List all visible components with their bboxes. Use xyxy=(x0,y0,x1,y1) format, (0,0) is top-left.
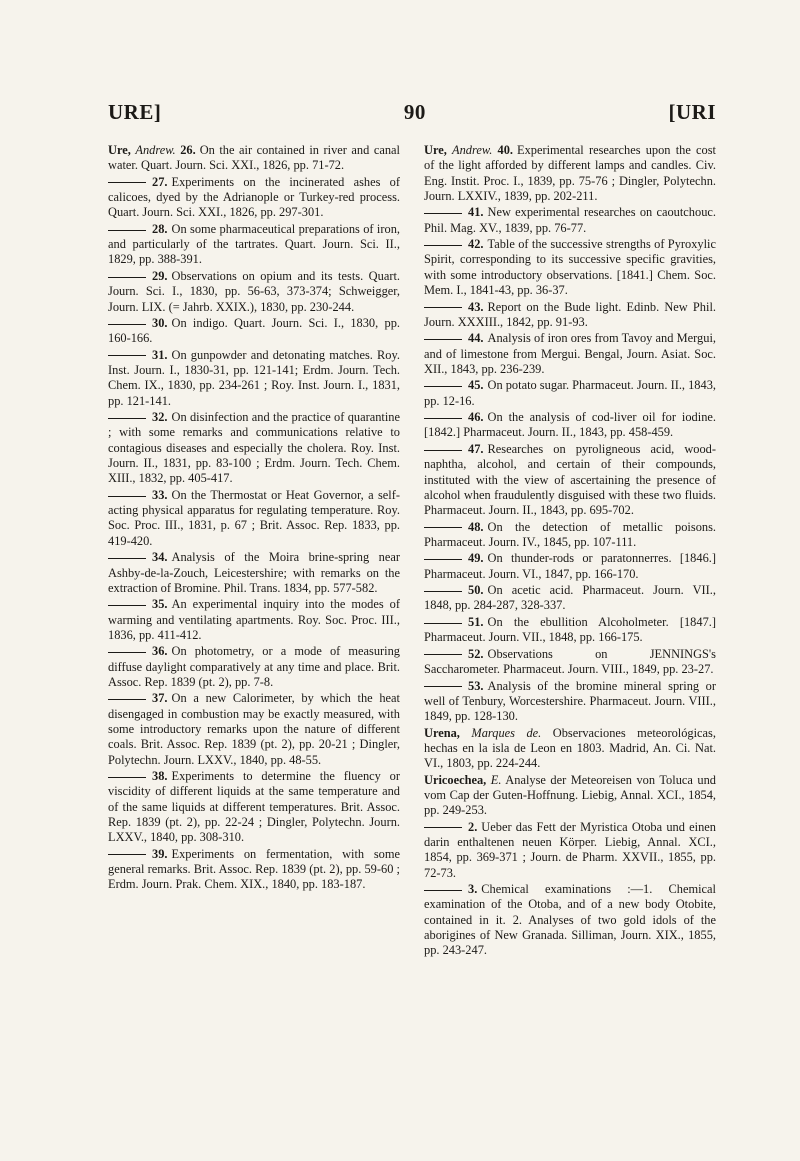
entry-text: On disinfection and the practice of quarantine ; with some remarks and communications relative to contagious diseases and especially the cholera. Roy. Inst. Journ. II., 1831, pp. 83-100 ; Erdm. Journ. Tech. Chem. XIII., 1832, pp. 405-417. xyxy=(108,410,400,486)
entry-number: 28. xyxy=(152,221,168,236)
entry-text: On the air contained in river and canal water. Quart. Journ. Sci. XXI., 1826, pp. 71-72. xyxy=(108,143,400,173)
entry-text: Observations on opium and its tests. Quart. Journ. Sci. I., 1830, pp. 56-63, 373-374; Schweigger, Journ. LIX. (= Jahrb. XXIX.), 1830, pp. 230-244. xyxy=(108,268,400,314)
ditto-dash xyxy=(108,854,146,855)
entry-number: 50. xyxy=(468,583,484,598)
ditto-dash xyxy=(424,527,462,528)
entry-number: 46. xyxy=(468,410,484,425)
bibliography-entry xyxy=(108,644,400,690)
ditto-dash xyxy=(108,418,146,419)
bibliography-entry xyxy=(108,316,400,347)
bibliography-entry xyxy=(424,726,716,772)
ditto-dash xyxy=(108,777,146,778)
entry-text: On the Thermostat or Heat Governor, a self-acting physical apparatus for regulating temperature. Roy. Soc. Proc. III., 1831, p. 67 ; Brit. Assoc. Rep. 1833, pp. 419-420. xyxy=(108,487,400,548)
page-number: 90 xyxy=(403,100,426,124)
ditto-dash xyxy=(424,245,462,246)
bibliography-entry xyxy=(424,237,716,298)
entry-author-given-name: Marques de. xyxy=(471,725,542,740)
ditto-dash xyxy=(424,213,462,214)
ditto-dash xyxy=(424,686,462,687)
ditto-dash xyxy=(108,230,146,231)
ditto-dash xyxy=(108,699,146,700)
entry-text: On thunder-rods or paratonnerres. [1846.] Pharmaceut. Journ. VI., 1847, pp. 166-170. xyxy=(424,551,716,581)
entry-number: 43. xyxy=(468,299,484,314)
ditto-dash xyxy=(108,652,146,653)
bibliography-entry xyxy=(108,222,400,268)
entry-text: On some pharmaceutical preparations of iron, and particularly of the tartrates. Quart. Journ. Sci. II., 1829, pp. 388-391. xyxy=(108,221,400,267)
ditto-dash xyxy=(424,890,462,891)
ditto-dash xyxy=(424,654,462,655)
entry-number: 3. xyxy=(468,882,478,897)
entry-number: 45. xyxy=(468,378,484,393)
ditto-dash xyxy=(424,418,462,419)
entry-text: Researches on pyroligneous acid, wood-naphtha, alcohol, and certain of their compounds, instituted with the view of ascertaining the presence of alcohol when fraudulently disguised with these two fluids. Pharmaceut. Journ. II., 1843, pp. 695-702. xyxy=(424,441,716,518)
entry-text: Analysis of the bromine mineral spring or well of Tenbury, Worcestershire. Pharmaceut. Journ. VIII., 1849, pp. 128-130. xyxy=(424,678,716,724)
bibliography-entry xyxy=(424,300,716,331)
ditto-dash xyxy=(108,496,146,497)
bibliography-entry xyxy=(424,410,716,441)
bibliography-entry xyxy=(424,331,716,377)
ditto-dash xyxy=(424,339,462,340)
entry-text: On indigo. Quart. Journ. Sci. I., 1830, pp. 160-166. xyxy=(108,316,400,346)
entry-text: Analysis of the Moira brine-spring near Ashby-de-la-Zouch, Leicestershire; with remarks on the extraction of Bromine. Phil. Trans. 1834, pp. 577-582. xyxy=(108,550,400,595)
entry-number: 52. xyxy=(468,646,484,661)
ditto-dash xyxy=(108,558,146,559)
bibliography-entry xyxy=(108,143,400,174)
entry-number: 53. xyxy=(468,678,484,693)
entry-number: 31. xyxy=(152,347,168,362)
entry-text: On acetic acid. Pharmaceut. Journ. VII., 1848, pp. 284-287, 328-337. xyxy=(424,583,716,613)
ditto-dash xyxy=(424,450,462,451)
right-column xyxy=(424,143,716,960)
entry-text: Experiments on the incinerated ashes of calicoes, dyed by the Adrianople or Turkey-red process. Quart. Journ. Sci. XXI., 1826, pp. 297-301. xyxy=(108,174,400,220)
ditto-dash xyxy=(424,827,462,828)
bibliography-entry xyxy=(424,615,716,646)
entry-text: Chemical examinations :—1. Chemical examination of the Otoba, and of a new body Otobite, contained in it. 2. Analyses of two gold idols of the aborigines of New Granada. Silliman, Journ. XIX., 1855, pp. 243-247. xyxy=(424,882,716,958)
bibliography-entry xyxy=(108,550,400,596)
entry-number: 35. xyxy=(152,597,168,612)
entry-number: 26. xyxy=(180,143,196,157)
bibliography-entry xyxy=(108,410,400,486)
entry-number: 51. xyxy=(468,614,484,629)
bibliography-entry xyxy=(424,583,716,614)
entry-number: 37. xyxy=(152,691,168,706)
entry-author: Uricoechea, xyxy=(424,772,487,787)
bibliography-entry xyxy=(424,143,716,204)
entry-number: 38. xyxy=(152,769,168,784)
bibliography-entry xyxy=(108,597,400,643)
entry-text: An experimental inquiry into the modes of warming and ventilating apartments. Roy. Soc. Proc. III., 1836, pp. 411-412. xyxy=(108,597,400,642)
entry-text: Analysis of iron ores from Tavoy and Mergui, and of limestone from Mergui. Bengal, Journ. Asiat. Soc. XII., 1843, pp. 236-239. xyxy=(424,331,716,376)
ditto-dash xyxy=(424,591,462,592)
entry-text: New experimental researches on caoutchouc. Phil. Mag. XV., 1839, pp. 76-77. xyxy=(424,205,716,235)
entry-text: Ueber das Fett der Myristica Otoba und einen darin enthaltenen neuen Körper. Liebig, Annal. XCI., 1854, pp. 369-371 ; Journ. de Pharm. XXVII., 1855, pp. 72-73. xyxy=(424,819,716,880)
entry-author: Ure, xyxy=(424,143,447,157)
bibliography-entry xyxy=(424,820,716,881)
entry-text: Observations on JENNINGS's Saccharometer. Pharmaceut. Journ. VIII., 1849, pp. 23-27. xyxy=(424,646,716,677)
ditto-dash xyxy=(108,605,146,606)
entry-text: Analyse der Meteoreisen von Toluca und vom Cap der Guten-Hoffnung. Liebig, Annal. XCI., 1854, pp. 249-253. xyxy=(424,772,716,818)
entry-author-given-name: Andrew. xyxy=(135,143,176,157)
entry-number: 40. xyxy=(497,143,513,157)
bibliography-entry xyxy=(108,769,400,845)
ditto-dash xyxy=(108,355,146,356)
entry-number: 33. xyxy=(152,487,168,502)
ditto-dash xyxy=(108,277,146,278)
entry-number: 27. xyxy=(152,174,168,189)
page-header xyxy=(108,100,716,125)
bibliography-entry xyxy=(108,691,400,767)
entry-text: On the ebullition Alcoholmeter. [1847.] Pharmaceut. Journ. VII., 1848, pp. 166-175. xyxy=(424,614,716,645)
entry-text: Observaciones meteorológicas, hechas en la isla de Leon en 1803. Madrid, An. Ci. Nat. VI., 1803, pp. 224-244. xyxy=(424,725,716,771)
ditto-dash xyxy=(108,182,146,183)
ditto-dash xyxy=(424,307,462,308)
entry-number: 34. xyxy=(152,550,168,565)
entry-text: On the detection of metallic poisons. Pharmaceut. Journ. IV., 1845, pp. 107-111. xyxy=(424,519,716,549)
bibliography-entry xyxy=(424,647,716,678)
entry-text: Report on the Bude light. Edinb. New Phil. Journ. XXXIII., 1842, pp. 91-93. xyxy=(424,299,716,329)
bibliography-entry xyxy=(108,175,400,221)
entry-text: Experiments on fermentation, with some general remarks. Brit. Assoc. Rep. 1839 (pt. 2), pp. 59-60 ; Erdm. Journ. Prak. Chem. XIX., 1840, pp. 183-187. xyxy=(108,846,400,892)
entry-text: On potato sugar. Pharmaceut. Journ. II., 1843, pp. 12-16. xyxy=(424,378,716,408)
entry-number: 47. xyxy=(468,441,484,456)
entry-text: On photometry, or a mode of measuring diffuse daylight comparatively at any time and place. Brit. Assoc. Rep. 1839 (pt. 2), pp. 7-8. xyxy=(108,644,400,689)
entry-number: 44. xyxy=(468,331,484,346)
entry-text: On gunpowder and detonating matches. Roy. Inst. Journ. I., 1830-31, pp. 121-141; Erdm. Journ. Tech. Chem. IX., 1830, pp. 234-261 ; Roy. Inst. Journ. I., 1831, pp. 121-141. xyxy=(108,347,400,408)
bibliography-entry xyxy=(424,520,716,551)
bibliography-entry xyxy=(424,442,716,518)
entry-author-given-name: E. xyxy=(490,772,502,787)
ditto-dash xyxy=(424,386,462,387)
bibliography-entry xyxy=(424,551,716,582)
entry-text: On a new Calorimeter, by which the heat disengaged in combustion may be exactly measured, with some introductory remarks upon the nature of different coals. Brit. Assoc. Rep. 1839 (pt. 2), pp. 20-21 ; Dingler, Polytechn. Journ. LXXV., 1840, pp. 48-55. xyxy=(108,691,400,767)
bibliography-entry xyxy=(108,847,400,893)
ditto-dash xyxy=(424,623,462,624)
entry-text: Experimental researches upon the cost of the light afforded by different lamps and candles. Civ. Eng. Instit. Proc. I., 1839, pp. 75-76 ; Dingler, Polytechn. Journ. LXXIV., 1839, pp. 202-211. xyxy=(424,143,716,203)
entry-number: 2. xyxy=(468,819,478,834)
entry-number: 32. xyxy=(152,410,168,425)
entry-number: 41. xyxy=(468,205,484,220)
entry-number: 42. xyxy=(468,237,484,252)
entry-author-given-name: Andrew. xyxy=(452,143,493,157)
entry-number: 29. xyxy=(152,268,168,283)
entry-number: 30. xyxy=(152,316,168,331)
entry-author: Urena, xyxy=(424,725,460,740)
bibliography-entry xyxy=(424,205,716,236)
entry-author: Ure, xyxy=(108,143,131,157)
bibliography-entry xyxy=(108,348,400,409)
bibliography-entry xyxy=(108,269,400,315)
entry-number: 36. xyxy=(152,644,168,659)
entry-number: 48. xyxy=(468,519,484,534)
entry-text: Table of the successive strengths of Pyroxylic Spirit, corresponding to its successive specific gravities, with some introductory observations. [1841.] Chem. Soc. Mem. I., 1841-43, pp. 36-37. xyxy=(424,237,716,298)
bibliography-entry xyxy=(424,882,716,958)
entry-text: Experiments to determine the fluency or viscidity of different liquids at the same temperature and of the same liquids at different temperatures. Brit. Assoc. Rep. 1839 (pt. 2), pp. 22-24 ; Dingler, Polytechn. Journ. LXXV., 1840, pp. 308-310. xyxy=(108,769,400,845)
bibliography-entry xyxy=(424,773,716,819)
entry-number: 39. xyxy=(152,846,168,861)
header-left-guide: URE] xyxy=(108,100,162,124)
header-right-guide: [URI xyxy=(668,100,716,124)
bibliography-entry xyxy=(424,679,716,725)
bibliography-entry xyxy=(108,488,400,549)
entry-number: 49. xyxy=(468,551,484,566)
ditto-dash xyxy=(424,559,462,560)
bibliography-entry xyxy=(424,378,716,409)
entry-text: On the analysis of cod-liver oil for iodine. [1842.] Pharmaceut. Journ. II., 1843, pp. 458-459. xyxy=(424,410,716,440)
left-column xyxy=(108,143,400,894)
ditto-dash xyxy=(108,324,146,325)
